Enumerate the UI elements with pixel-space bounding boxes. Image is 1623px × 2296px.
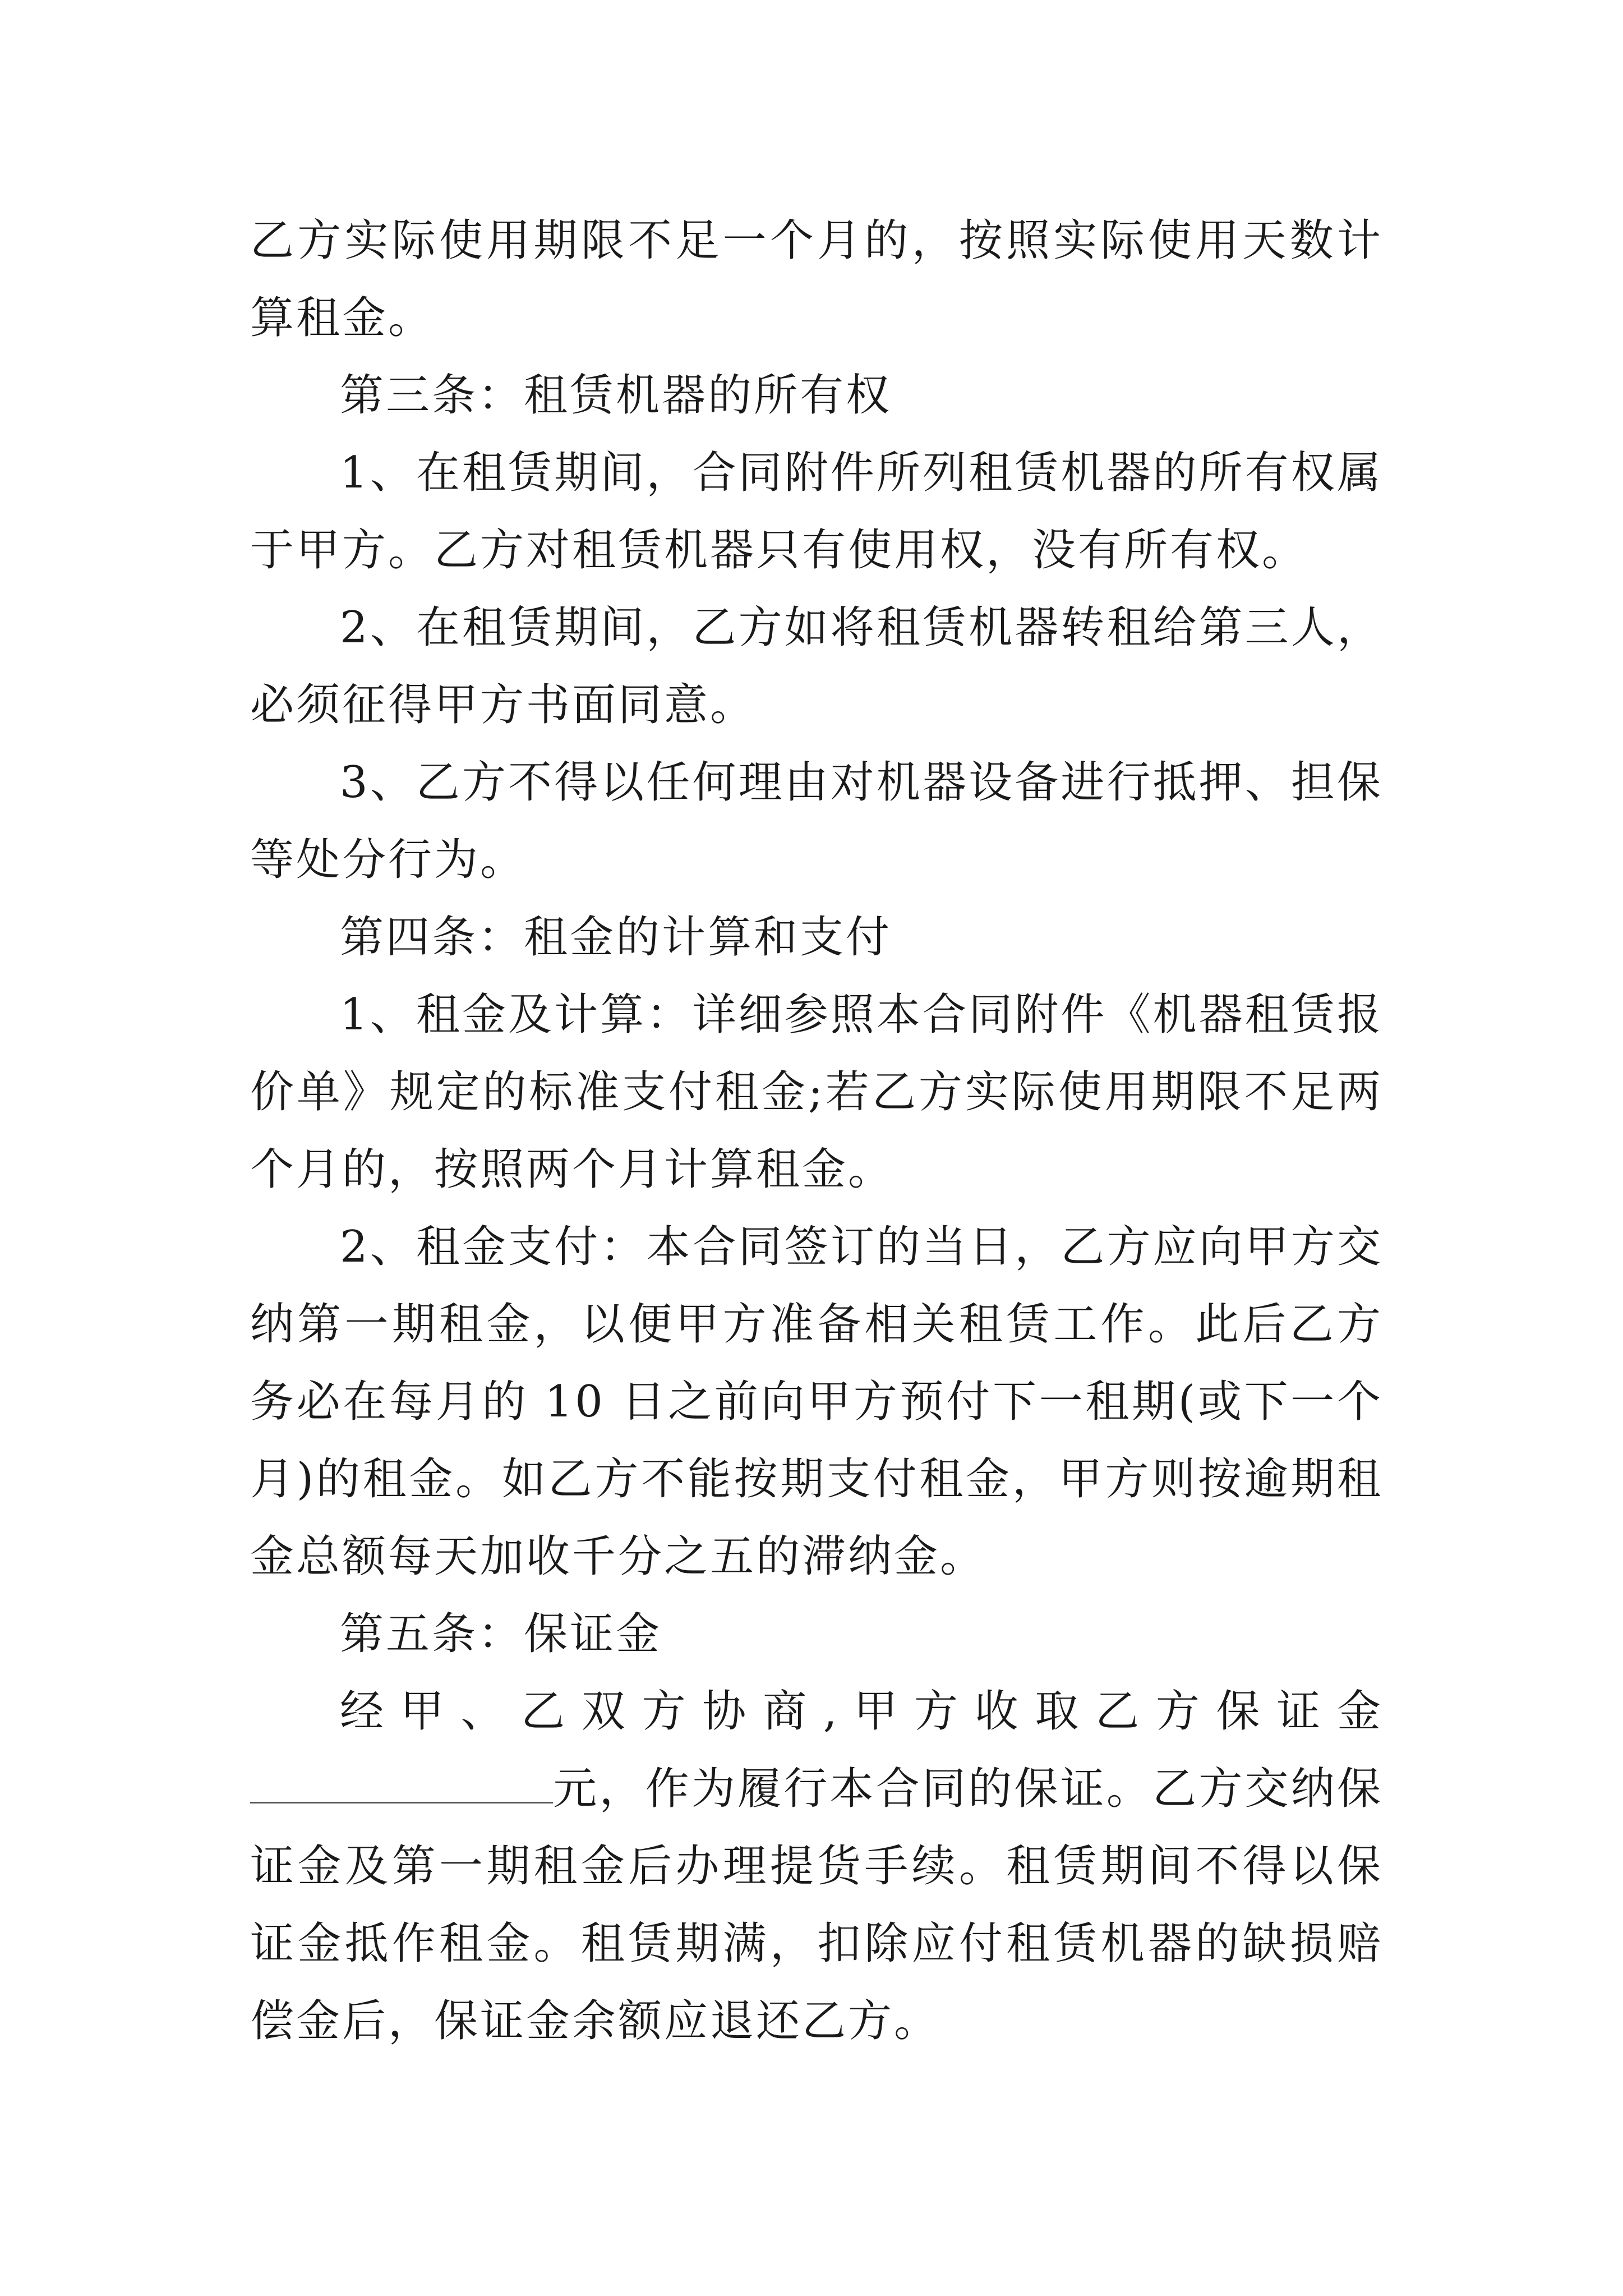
heading-article-3: 第三条：租赁机器的所有权 <box>340 370 892 421</box>
deposit-text-after: 元，作为履行本合同的保证。乙方交纳保证金及第一期租金后办理提货手续。租赁期间不得以保证金抵作租金。租赁期满，扣除应付租赁机器的缺损赔偿金后，保证金余额应退还乙方。 <box>250 1764 1383 2046</box>
heading-article-5: 第五条：保证金 <box>340 1609 662 1659</box>
paragraph-rent-payment: 2、租金支付：本合同签订的当日，乙方应向甲方交纳第一期租金，以便甲方准备相关租赁工作。此后乙方务必在每月的 10 日之前向甲方预付下一租期(或下一个月)的租金。如乙方不能按期支付租金，甲方则按逾期租金总额每天加收千分之五的滞纳金。 <box>250 1222 1383 1582</box>
paragraph-ownership-1: 1、在租赁期间，合同附件所列租赁机器的所有权属于甲方。乙方对租赁机器只有使用权，没有所有权。 <box>250 448 1383 576</box>
paragraph-rent-calc: 1、租金及计算：详细参照本合同附件《机器租赁报价单》规定的标准支付租金;若乙方实际使用期限不足两个月的，按照两个月计算租金。 <box>250 990 1383 1195</box>
paragraph-ownership-2: 2、在租赁期间，乙方如将租赁机器转租给第三人，必须征得甲方书面同意。 <box>250 602 1383 730</box>
deposit-amount-blank <box>250 1763 553 1803</box>
document-body <box>250 202 1383 2060</box>
heading-article-4: 第四条：租金的计算和支付 <box>340 912 892 963</box>
paragraph-ownership-3: 3、乙方不得以任何理由对机器设备进行抵押、担保等处分行为。 <box>250 757 1383 885</box>
paragraph-rent-days: 乙方实际使用期限不足一个月的，按照实际使用天数计算租金。 <box>250 215 1383 343</box>
paragraph-deposit <box>250 1673 1383 2060</box>
deposit-text-before: 经甲、乙双方协商,甲方收取乙方保证金 <box>340 1686 1383 1737</box>
